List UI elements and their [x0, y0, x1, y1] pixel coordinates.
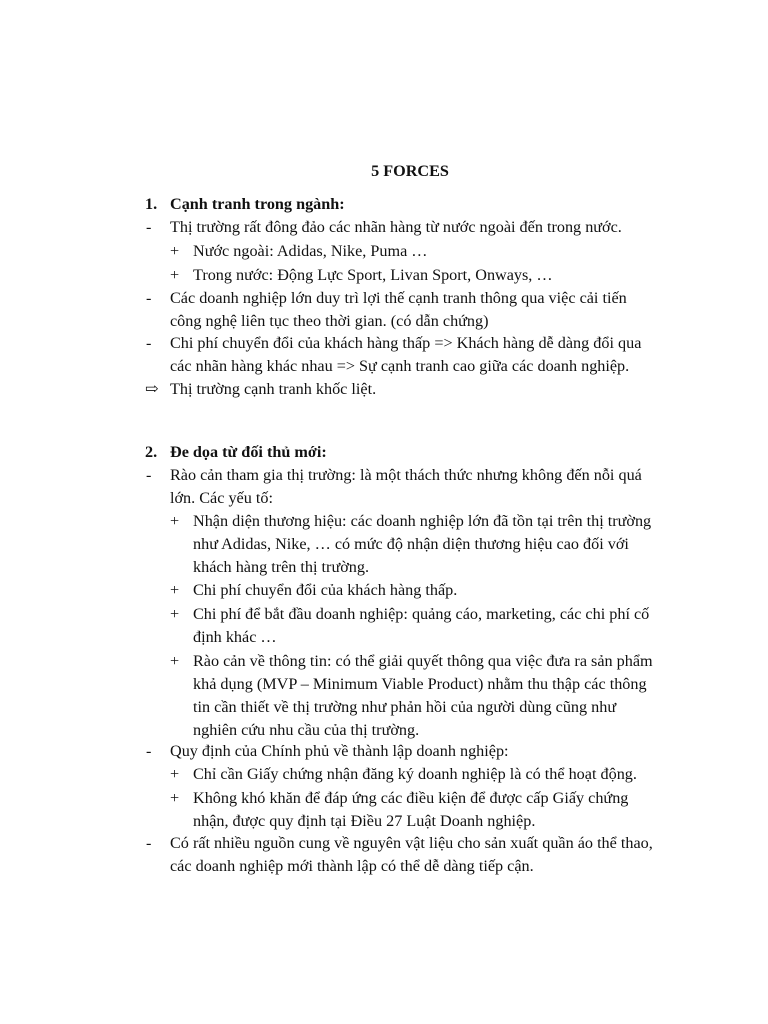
s1-bullet-2-line-2: công nghệ liên tục theo thời gian. (có dẫn chứng)	[170, 312, 489, 330]
s1-conclusion: Thị trường cạnh tranh khốc liệt.	[170, 380, 377, 398]
plus-bullet: +	[170, 581, 180, 599]
section-1-heading: Cạnh tranh trong ngành:	[170, 195, 345, 213]
s2-bullet-1-line-1: Rào cản tham gia thị trường: là một thách thức nhưng không đến nỗi quá	[170, 466, 642, 484]
s1-bullet-2-line-1: Các doanh nghiệp lớn duy trì lợi thế cạnh tranh thông qua việc cải tiến	[170, 289, 627, 307]
s2-sub-6-line-2: nhận, được quy định tại Điều 27 Luật Doanh nghiệp.	[193, 812, 536, 830]
s2-sub-4-line-4: nghiên cứu nhu cầu của thị trường.	[193, 721, 420, 739]
s2-sub-3-line-2: định khác …	[193, 628, 277, 646]
s1-sub-bullet-2: Trong nước: Động Lực Sport, Livan Sport, Onways, …	[193, 266, 553, 284]
dash-bullet: -	[146, 289, 152, 307]
plus-bullet: +	[170, 652, 180, 670]
s2-sub-3-line-1: Chi phí để bắt đầu doanh nghiệp: quảng cáo, marketing, các chi phí cố	[193, 605, 650, 623]
plus-bullet: +	[170, 765, 180, 783]
s2-sub-5-line-1: Chỉ cần Giấy chứng nhận đăng ký doanh nghiệp là có thể hoạt động.	[193, 765, 637, 783]
s1-bullet-1: Thị trường rất đông đảo các nhãn hàng từ nước ngoài đến trong nước.	[170, 218, 622, 236]
s2-sub-4-line-2: khả dụng (MVP – Minimum Viable Product) nhằm thu thập các thông	[193, 675, 647, 693]
s2-sub-2-line-1: Chi phí chuyển đổi của khách hàng thấp.	[193, 581, 458, 599]
dash-bullet: -	[146, 218, 152, 236]
plus-bullet: +	[170, 605, 180, 623]
dash-bullet: -	[146, 466, 152, 484]
document-title: 5 FORCES	[371, 162, 449, 180]
dash-bullet: -	[146, 742, 152, 760]
plus-bullet: +	[170, 266, 180, 284]
s2-sub-4-line-1: Rào cản về thông tin: có thể giải quyết thông qua việc đưa ra sản phẩm	[193, 652, 653, 670]
dash-bullet: -	[146, 334, 152, 352]
s2-sub-4-line-3: tin cần thiết về thị trường như phản hồi của người dùng cũng như	[193, 698, 617, 716]
dash-bullet: -	[146, 834, 152, 852]
s2-sub-1-line-3: khách hàng trên thị trường.	[193, 558, 370, 576]
s1-bullet-3-line-2: các nhãn hàng khác nhau => Sự cạnh tranh cao giữa các doanh nghiệp.	[170, 357, 630, 375]
s2-bullet-3-line-2: các doanh nghiệp mới thành lập có thể dễ dàng tiếp cận.	[170, 857, 534, 875]
section-2-number: 2.	[145, 443, 158, 461]
plus-bullet: +	[170, 512, 180, 530]
s2-bullet-1-line-2: lớn. Các yếu tố:	[170, 489, 273, 507]
s2-sub-1-line-1: Nhận diện thương hiệu: các doanh nghiệp lớn đã tồn tại trên thị trường	[193, 512, 652, 530]
s2-bullet-3-line-1: Có rất nhiều nguồn cung về nguyên vật liệu cho sản xuất quần áo thể thao,	[170, 834, 653, 852]
arrow-bullet-icon: ⇨	[145, 380, 159, 398]
plus-bullet: +	[170, 242, 180, 260]
s2-sub-6-line-1: Không khó khăn để đáp ứng các điều kiện để được cấp Giấy chứng	[193, 789, 629, 807]
s2-bullet-2-line-1: Quy định của Chính phủ về thành lập doanh nghiệp:	[170, 742, 509, 760]
section-1-number: 1.	[145, 195, 158, 213]
s1-sub-bullet-1: Nước ngoài: Adidas, Nike, Puma …	[193, 242, 428, 260]
plus-bullet: +	[170, 789, 180, 807]
s1-bullet-3-line-1: Chi phí chuyển đổi của khách hàng thấp => Khách hàng dễ dàng đổi qua	[170, 334, 642, 352]
section-2-heading: Đe dọa từ đối thủ mới:	[170, 443, 327, 461]
s2-sub-1-line-2: như Adidas, Nike, … có mức độ nhận diện thương hiệu cao đối với	[193, 535, 629, 553]
